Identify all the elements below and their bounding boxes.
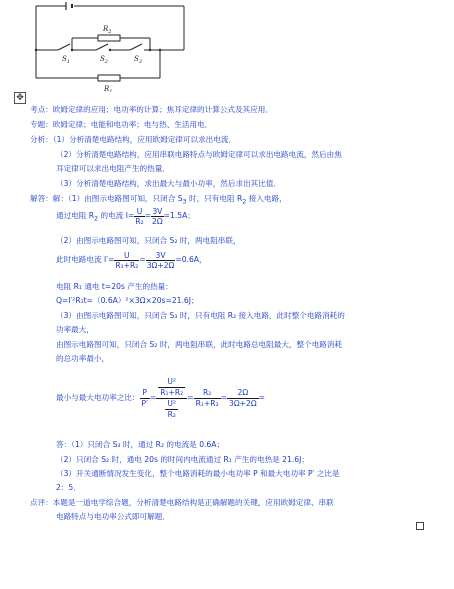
text-line-zhuanti: 专题：欧姆定律；电能和电功率；电与热、生活用电． [30,120,213,129]
text-line-jieda-3: （3）由图示电路图可知，只闭合 S₃ 时，只有电阻 R₂ 接入电路，此时整个电路消耗的 [56,311,345,320]
formula-line-series-current: 此时电路电流 I′= $\frac{U}{\text{R₁+R₂}}$ = $\frac{3V}{3\Omega+2\Omega}$ =0.6A， [56,250,207,270]
label-s2: $S_2$ [100,55,108,65]
text-line-answer-1: 答：（1）只闭合 S₃ 时，通过 R₂ 的电流是 0.6A； [56,440,225,449]
circuit-diagram [0,0,200,92]
text-line-fenxi-3: （3）分析清楚电路结构，求出最大与最小功率，然后求出其比值． [56,179,282,188]
label-s3: $S_3$ [134,55,142,65]
text-line-fenxi-1: 分析：（1）分析清楚电路结构，应用欧姆定律可以求出电流． [30,135,237,144]
text-line-jieda-1: 解答：解：（1）由图示电路图可知，只闭合 $S_3$ 时，只有电阻 $R_2$ 接入电路， [30,194,287,206]
text-line-answer-3: （3）开关通断情况发生变化，整个电路消耗的最小电功率 P 和最大电功率 P′ 之比是 [56,469,340,478]
move-handle-icon[interactable]: ✥ [14,92,26,104]
text-line-answer-3b: 2：5． [56,483,81,492]
text-line-fenxi-2: （2）分析清楚电路结构，应用串联电路特点与欧姆定律可以求出电路电流，然后由焦 [56,150,342,159]
text-line-kaodian: 考点：欧姆定律的应用；电功率的计算；焦耳定律的计算公式及其应用． [30,105,273,114]
checkbox-square-icon [416,522,424,530]
label-r2: $R_2$ [103,25,112,35]
text-line-fenxi-2b: 耳定律可以求出电阻产生的热量． [56,164,170,173]
text-line-jieda-3d: 的总功率最小， [56,354,110,363]
formula-line-current: 通过电阻 $R_2$ 的电流 I= $\frac{U}{\text{R₂}}$ = $\frac{3V}{2\Omega}$ =1.5A； [56,206,195,226]
text-line-jieda-2: （2）由图示电路图可知，只闭合 S₂ 时，两电阻串联， [56,236,241,245]
text-line-jieda-3c: 由图示电路图可知，只闭合 S₂ 时，两电阻串联，此时电路总电阻最大，整个电路消耗 [56,340,343,349]
formula-power-ratio: 最小与最大电功率之比： $\frac{P}{P'}$ = $\frac{\frac{\text{U²}}{\text{R₁+R₂}}}{\frac{\text{U²}}{\text{R₂}}}$ = $\frac{\text{R₂}}{\text{R₁+R₂}}$ = $\frac{2\Omega}{3\Omega+2\Omega}$ = [56,376,266,419]
label-r1: $R_1$ [104,85,113,92]
text-line-heat-formula: Q=I′²R₁t=（0.6A）²×3Ω×20s=21.6J； [56,296,199,305]
label-s1: $S_1$ [62,55,70,65]
text-line-jieda-3b: 功率最大， [56,325,94,334]
text-line-heat: 电阻 R₁ 通电 t=20s 产生的热量： [56,282,173,291]
text-line-answer-2: （2）只闭合 S₂ 时，通电 20s 的时间内电流通过 R₁ 产生的电热是 21.6J； [56,455,309,464]
text-line-dianping-2: 电路特点与电功率公式即可解题． [56,512,170,521]
text-line-dianping: 点评：本题是一道电学综合题，分析清楚电路结构是正确解题的关键，应用欧姆定律、串联 [30,498,334,507]
